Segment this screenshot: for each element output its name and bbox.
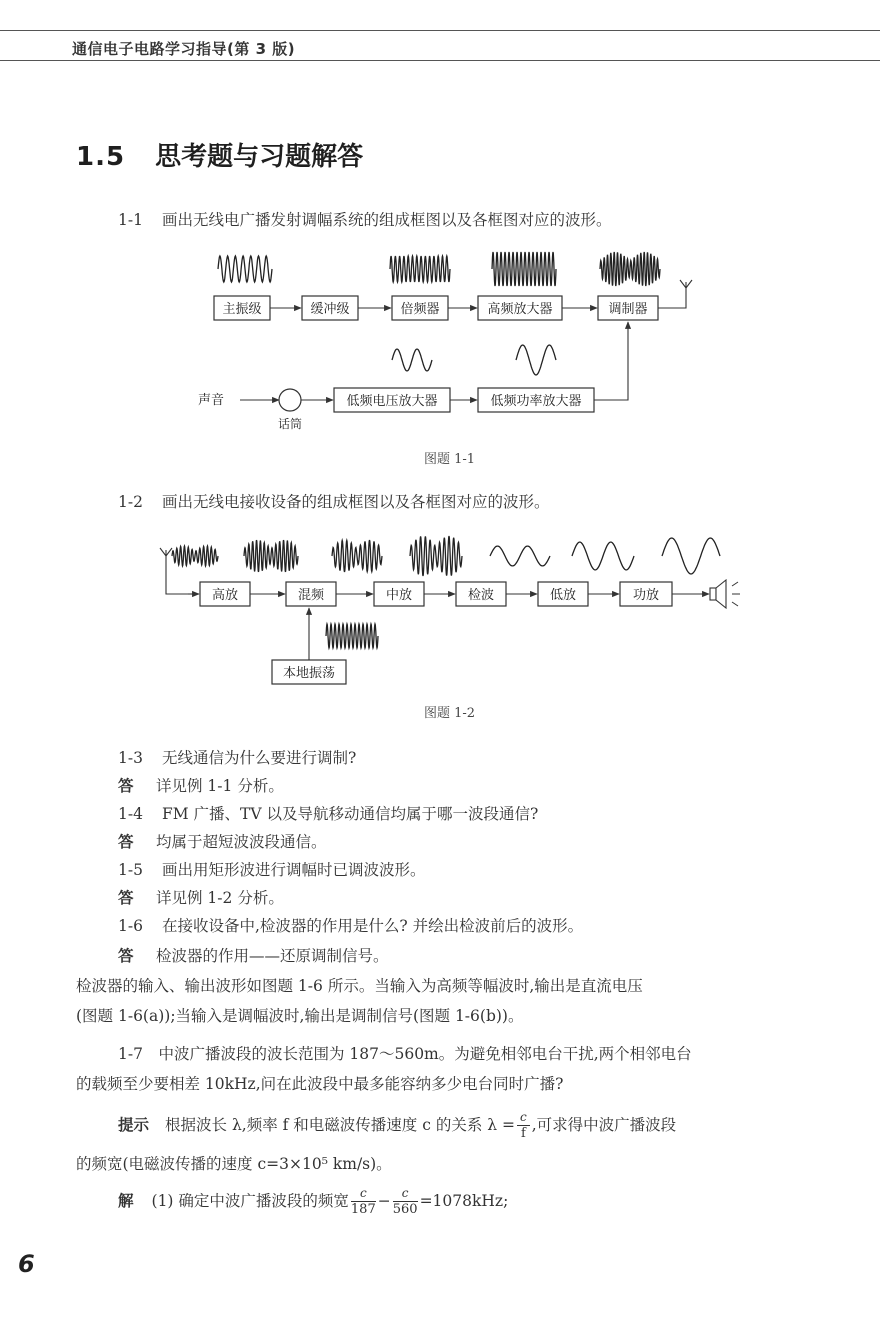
running-header: 通信电子电路学习指导(第 3 版) xyxy=(72,40,296,58)
question-number: 1-5 xyxy=(118,861,143,879)
waveform-modulator-am xyxy=(600,252,660,286)
fraction-c-over-187 xyxy=(351,1186,376,1218)
waveform-af-amplifier xyxy=(572,542,634,570)
waveform-power-amplifier xyxy=(662,538,720,574)
waveform-rf-amplifier xyxy=(492,252,556,286)
answer-text: 检波器的作用——还原调制信号。 xyxy=(156,947,389,965)
question-text: 在接收设备中,检波器的作用是什么? 并绘出检波前后的波形。 xyxy=(162,917,584,935)
hint-line-1 xyxy=(118,1110,676,1142)
block-af-voltage-amplifier xyxy=(334,388,450,412)
question-text: 无线通信为什么要进行调制? xyxy=(162,749,357,767)
solution-result: =1078kHz; xyxy=(419,1192,509,1210)
figure-1-2-caption: 图题 1-2 xyxy=(424,706,476,721)
question-1-3 xyxy=(118,746,356,768)
waveform-mixer xyxy=(244,540,298,572)
fraction-numerator: c xyxy=(351,1186,376,1202)
svg-text:功放: 功放 xyxy=(632,588,660,603)
question-text: FM 广播、TV 以及导航移动通信均属于哪一波段通信? xyxy=(162,805,539,823)
microphone-label: 话筒 xyxy=(277,417,303,431)
fraction-numerator: c xyxy=(517,1110,530,1126)
section-number: 1.5 xyxy=(76,142,126,172)
header-top-rule xyxy=(0,30,880,31)
question-1-2 xyxy=(118,490,550,512)
hint-text-b: ,可求得中波广播波段 xyxy=(531,1116,677,1134)
microphone-icon xyxy=(279,389,301,411)
block-local-oscillator xyxy=(272,660,346,684)
solution-text: (1) 确定中波广播波段的频宽 xyxy=(151,1192,349,1210)
fraction-numerator: c xyxy=(393,1186,418,1202)
svg-text:倍频器: 倍频器 xyxy=(400,302,440,317)
question-number: 1-6 xyxy=(118,917,143,935)
question-1-7-line-1: 1-7 中波广播波段的波长范围为 187～560m。为避免相邻电台干扰,两个相邻电台 xyxy=(118,1045,692,1063)
question-text: 画出无线电接收设备的组成框图以及各框图对应的波形。 xyxy=(162,493,550,511)
question-number: 1-4 xyxy=(118,805,143,823)
svg-text:低放: 低放 xyxy=(549,588,577,603)
block-detector xyxy=(456,582,506,606)
svg-text:低频电压放大器: 低频电压放大器 xyxy=(346,394,438,409)
speaker-icon xyxy=(710,580,740,608)
svg-text:缓冲级: 缓冲级 xyxy=(310,302,350,317)
question-1-4 xyxy=(118,802,538,824)
block-af-amplifier xyxy=(538,582,588,606)
svg-text:本地振荡: 本地振荡 xyxy=(282,666,336,681)
answer-label: 答 xyxy=(118,947,134,965)
answer-label: 答 xyxy=(118,889,134,907)
solution-line-1 xyxy=(118,1186,508,1218)
hint-line-2: 的频宽(电磁波传播的速度 c=3×10⁵ km/s)。 xyxy=(76,1155,392,1173)
paragraph-1-6-line-2: (图题 1-6(a));当输入是调幅波时,输出是调制信号(图题 1-6(b))。 xyxy=(76,1007,524,1025)
minus-sign: − xyxy=(377,1192,391,1210)
waveform-frequency-multiplier xyxy=(390,256,450,282)
question-text: 画出用矩形波进行调幅时已调波波形。 xyxy=(162,861,426,879)
block-mixer xyxy=(286,582,336,606)
fraction-c-over-f xyxy=(517,1110,530,1142)
answer-text: 均属于超短波波段通信。 xyxy=(156,833,327,851)
block-rf-amplifier xyxy=(200,582,250,606)
question-number: 1-3 xyxy=(118,749,143,767)
figure-1-2-receiver-diagram xyxy=(0,528,880,698)
block-main-oscillator xyxy=(214,296,270,320)
header-bottom-rule xyxy=(0,60,880,61)
waveform-af-voltage xyxy=(392,349,432,371)
svg-text:检波: 检波 xyxy=(467,588,495,603)
block-buffer xyxy=(302,296,358,320)
question-1-1 xyxy=(118,208,612,230)
answer-text: 详见例 1-1 分析。 xyxy=(156,777,284,795)
answer-1-3 xyxy=(118,774,284,796)
section-title: 思考题与习题解答 xyxy=(155,142,364,172)
waveform-rf-input xyxy=(172,546,218,566)
svg-text:低频功率放大器: 低频功率放大器 xyxy=(490,394,582,409)
answer-label: 答 xyxy=(118,777,134,795)
antenna-icon xyxy=(658,280,692,308)
svg-text:调制器: 调制器 xyxy=(608,302,648,317)
figure-1-1-caption: 图题 1-1 xyxy=(424,452,476,467)
svg-text:主振级: 主振级 xyxy=(222,302,262,317)
svg-text:混频: 混频 xyxy=(297,588,325,603)
svg-text:高放: 高放 xyxy=(211,588,239,603)
waveform-main-oscillator xyxy=(218,256,272,282)
fraction-c-over-560 xyxy=(393,1186,418,1218)
block-frequency-multiplier xyxy=(392,296,448,320)
paragraph-1-6-line-1: 检波器的输入、输出波形如图题 1-6 所示。当输入为高频等幅波时,输出是直流电压 xyxy=(76,977,643,995)
hint-label: 提示 xyxy=(118,1116,150,1134)
svg-text:中放: 中放 xyxy=(385,588,413,603)
question-1-6 xyxy=(118,914,583,936)
question-text: 画出无线电广播发射调幅系统的组成框图以及各框图对应的波形。 xyxy=(162,211,612,229)
waveform-af-power xyxy=(516,345,556,375)
section-heading xyxy=(76,136,363,173)
answer-1-4 xyxy=(118,830,327,852)
block-af-power-amplifier xyxy=(478,388,594,412)
solution-label: 解 xyxy=(118,1192,134,1210)
waveform-if-amplifier xyxy=(332,540,382,572)
block-modulator xyxy=(598,296,658,320)
fraction-denominator: f xyxy=(520,1126,526,1141)
answer-1-5 xyxy=(118,886,284,908)
page-number: 6 xyxy=(18,1250,35,1278)
sound-label: 声音 xyxy=(198,393,225,408)
question-1-7-line-2: 的载频至少要相差 10kHz,问在此波段中最多能容纳多少电台同时广播? xyxy=(76,1075,564,1093)
block-power-amplifier xyxy=(620,582,672,606)
question-1-5 xyxy=(118,858,426,880)
answer-text: 详见例 1-2 分析。 xyxy=(156,889,284,907)
svg-text:高频放大器: 高频放大器 xyxy=(487,302,553,317)
question-number: 1-1 xyxy=(118,211,143,229)
block-if-amplifier xyxy=(374,582,424,606)
fraction-denominator: 560 xyxy=(392,1202,418,1217)
fraction-denominator: 187 xyxy=(350,1202,376,1217)
waveform-detector-output xyxy=(490,546,550,566)
block-rf-amplifier xyxy=(478,296,562,320)
hint-text-a: 根据波长 λ,频率 f 和电磁波传播速度 c 的关系 λ = xyxy=(165,1116,515,1134)
waveform-if-output xyxy=(410,536,462,576)
answer-label: 答 xyxy=(118,833,134,851)
question-number: 1-2 xyxy=(118,493,143,511)
answer-1-6 xyxy=(118,944,389,966)
waveform-local-oscillator xyxy=(326,624,378,648)
figure-1-1-transmitter-diagram xyxy=(0,240,880,440)
